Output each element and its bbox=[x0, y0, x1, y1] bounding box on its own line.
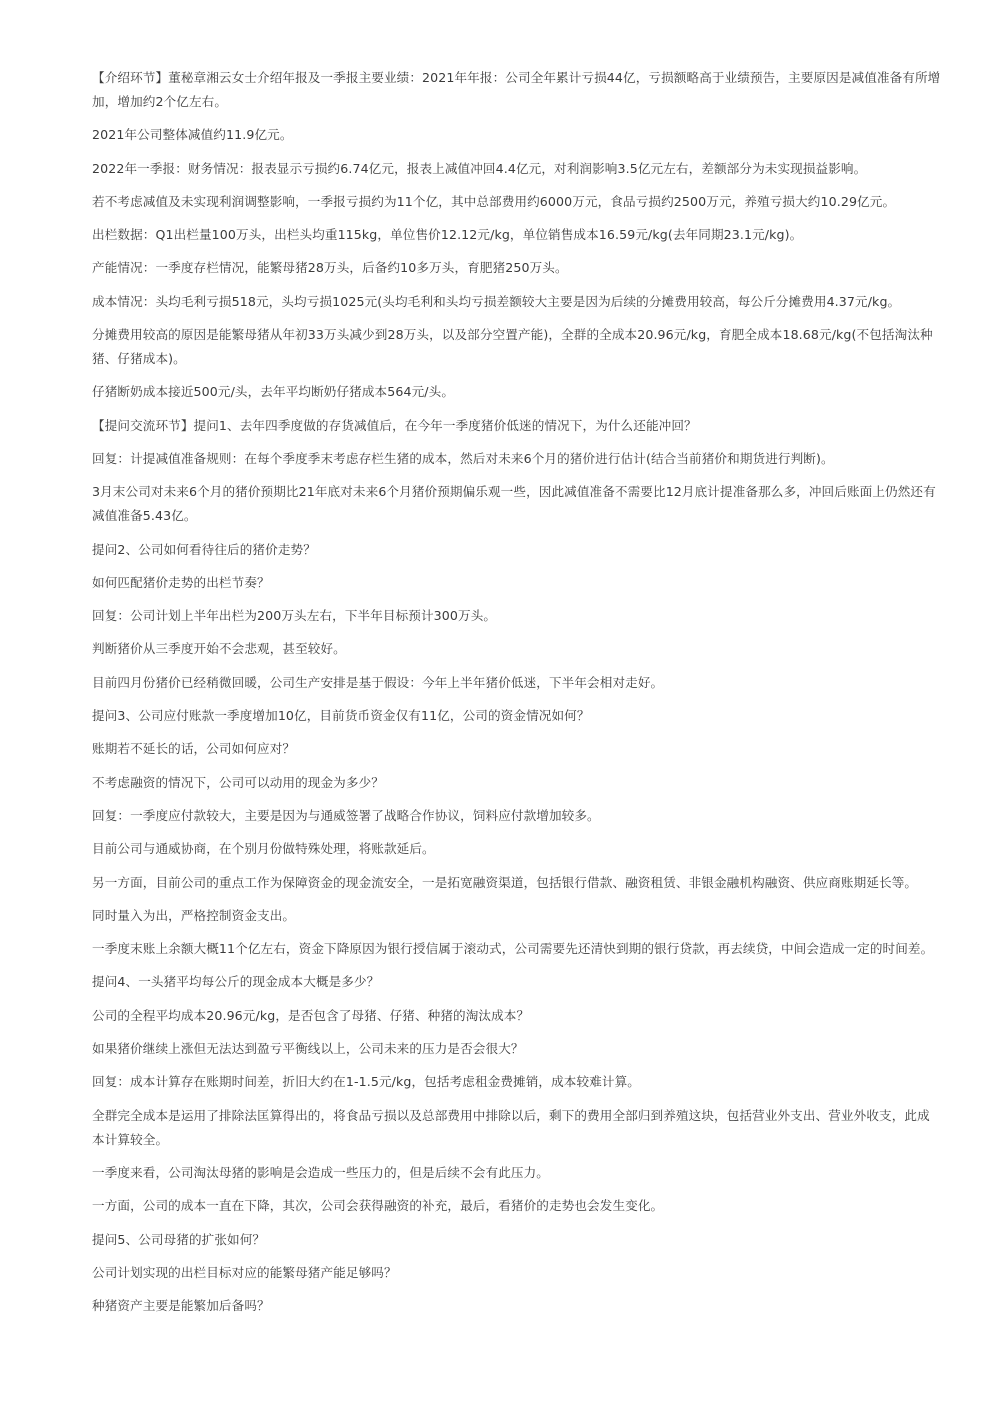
paragraph: 产能情况：一季度存栏情况，能繁母猪28万头，后备约10多万头，育肥猪250万头。 bbox=[92, 260, 568, 276]
paragraph: 一季度末账上余额大概11个亿左右，资金下降原因为银行授信属于滚动式，公司需要先还清快到期的银行贷款，再去续贷，中间会造成一定的时间差。 bbox=[92, 941, 934, 957]
paragraph: 不考虑融资的情况下，公司可以动用的现金为多少？ bbox=[92, 774, 384, 790]
paragraph-question: 提问4、一头猪平均每公斤的现金成本大概是多少？ bbox=[92, 974, 380, 990]
paragraph: 3月末公司对未来6个月的猪价预期比21年底对未来6个月猪价预期偏乐观一些，因此减值准备不需要比12月底计提准备那么多，冲回后账面上仍然还有减值准备5.43亿。 bbox=[92, 484, 936, 524]
paragraph: 出栏数据：Q1出栏量100万头，出栏头均重115kg，单位售价12.12元/kg，单位销售成本16.59元/kg(去年同期23.1元/kg)。 bbox=[92, 227, 803, 243]
paragraph: 全群完全成本是运用了排除法匡算得出的，将食品亏损以及总部费用中排除以后，剩下的费用全部归到养殖这块，包括营业外支出、营业外收支，此成本计算较全。 bbox=[92, 1107, 930, 1147]
paragraph: 另一方面，目前公司的重点工作为保障资金的现金流安全，一是拓宽融资渠道，包括银行借款、融资租赁、非银金融机构融资、供应商账期延长等。 bbox=[92, 874, 918, 890]
paragraph: 种猪资产主要是能繁加后备吗？ bbox=[92, 1298, 270, 1314]
paragraph: 如果猪价继续上涨但无法达到盈亏平衡线以上，公司未来的压力是否会很大？ bbox=[92, 1041, 524, 1057]
paragraph: 回复：公司计划上半年出栏为200万头左右，下半年目标预计300万头。 bbox=[92, 608, 497, 624]
paragraph-intro: 【介绍环节】董秘章湘云女士介绍年报及一季报主要业绩：2021年年报：公司全年累计亏损44亿，亏损额略高于业绩预告，主要原因是减值准备有所增加，增加约2个亿左右。 bbox=[92, 70, 941, 109]
paragraph: 公司计划实现的出栏目标对应的能繁母猪产能足够吗？ bbox=[92, 1264, 397, 1280]
paragraph: 成本情况：头均毛利亏损518元，头均亏损1025元(头均毛利和头均亏损差额较大主要是因为后续的分摊费用较高，每公斤分摊费用4.37元/kg。 bbox=[92, 293, 901, 309]
paragraph: 一方面，公司的成本一直在下降，其次，公司会获得融资的补充，最后，看猪价的走势也会发生变化。 bbox=[92, 1198, 664, 1214]
paragraph: 若不考虑减值及未实现利润调整影响，一季报亏损约为11个亿，其中总部费用约6000万元，食品亏损约2500万元，养殖亏损大约10.29亿元。 bbox=[92, 193, 896, 209]
paragraph-qa-section: 【提问交流环节】提问1、去年四季度做的存货减值后，在今年一季度猪价低迷的情况下，为什么还能冲回？ bbox=[92, 417, 697, 433]
document-body bbox=[92, 66, 942, 1327]
paragraph: 回复：计提减值准备规则：在每个季度季末考虑存栏生猪的成本，然后对未来6个月的猪价进行估计(结合当前猪价和期货进行判断)。 bbox=[92, 450, 834, 466]
paragraph-question: 提问2、公司如何看待往后的猪价走势？ bbox=[92, 541, 316, 557]
paragraph: 2022年一季报：财务情况：报表显示亏损约6.74亿元，报表上减值冲回4.4亿元，对利润影响3.5亿元左右，差额部分为未实现损益影响。 bbox=[92, 160, 867, 176]
paragraph: 一季度来看，公司淘汰母猪的影响是会造成一些压力的，但是后续不会有此压力。 bbox=[92, 1164, 549, 1180]
paragraph: 同时量入为出，严格控制资金支出。 bbox=[92, 907, 296, 923]
paragraph: 2021年公司整体减值约11.9亿元。 bbox=[92, 127, 293, 143]
paragraph: 判断猪价从三季度开始不会悲观，甚至较好。 bbox=[92, 641, 346, 657]
paragraph: 账期若不延长的话，公司如何应对？ bbox=[92, 741, 296, 757]
paragraph-question: 提问5、公司母猪的扩张如何？ bbox=[92, 1231, 266, 1247]
paragraph: 目前四月份猪价已经稍微回暖，公司生产安排是基于假设：今年上半年猪价低迷，下半年会相对走好。 bbox=[92, 674, 664, 690]
paragraph: 仔猪断奶成本接近500元/头，去年平均断奶仔猪成本564元/头。 bbox=[92, 384, 455, 400]
paragraph: 分摊费用较高的原因是能繁母猪从年初33万头减少到28万头，以及部分空置产能)，全群的全成本20.96元/kg，育肥全成本18.68元/kg(不包括淘汰种猪、仔猪成本)。 bbox=[92, 327, 933, 367]
paragraph: 公司的全程平均成本20.96元/kg，是否包含了母猪、仔猪、种猪的淘汰成本？ bbox=[92, 1007, 530, 1023]
paragraph: 回复：一季度应付款较大，主要是因为与通威签署了战略合作协议，饲料应付款增加较多。 bbox=[92, 807, 600, 823]
paragraph: 回复：成本计算存在账期时间差，折旧大约在1-1.5元/kg，包括考虑租金费摊销，成本较难计算。 bbox=[92, 1074, 640, 1090]
paragraph: 如何匹配猪价走势的出栏节奏？ bbox=[92, 574, 270, 590]
paragraph: 目前公司与通威协商，在个别月份做特殊处理，将账款延后。 bbox=[92, 841, 435, 857]
paragraph-question: 提问3、公司应付账款一季度增加10亿，目前货币资金仅有11亿，公司的资金情况如何？ bbox=[92, 708, 590, 724]
